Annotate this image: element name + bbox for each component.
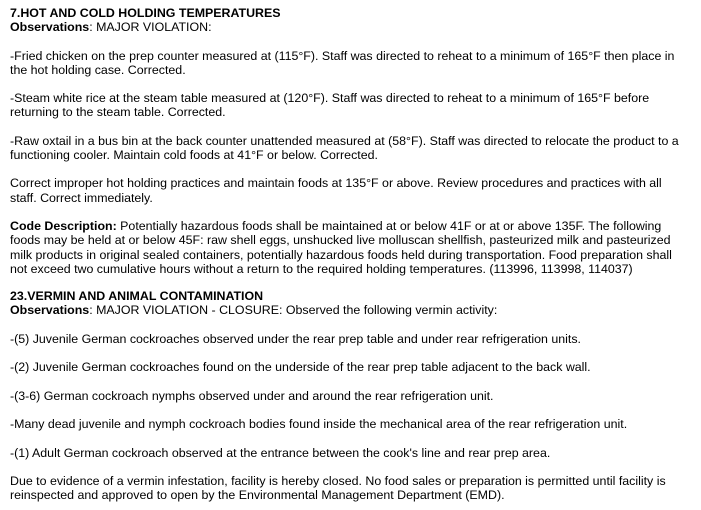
observations-label: Observations <box>10 20 90 35</box>
section-vermin <box>10 289 691 503</box>
closure-notice: Due to evidence of a vermin infestation, facility is hereby closed. No food sales or preparation is permitted until facility is reinspected and approved to open by the Environmental Management Department (EMD). <box>10 474 666 503</box>
observations-value: : MAJOR VIOLATION: <box>89 20 212 35</box>
observation-item: -Steam white rice at the steam table measured at (120°F). Staff was directed to reheat to a minimum of 165°F before returning to the steam table. Corrected. <box>10 91 650 120</box>
vermin-item: -(1) Adult German cockroach observed at the entrance between the cook's line and rear prep area. <box>10 445 551 460</box>
observation-item: -Raw oxtail in a bus bin at the back counter unattended measured at (58°F). Staff was directed to relocate the product to a functioning cooler. Maintain cold foods at 41°F or below. Corrected. <box>10 133 679 163</box>
vermin-item: -(2) Juvenile German cockroaches found on the underside of the rear prep table adjacent to the back wall. <box>10 360 591 375</box>
section-title: 23.VERMIN AND ANIMAL CONTAMINATION <box>10 289 264 304</box>
observation-item: -Fried chicken on the prep counter measured at (115°F). Staff was directed to reheat to a minimum of 165°F then place in the hot holding case. Corrected. <box>10 48 675 77</box>
vermin-item: -Many dead juvenile and nymph cockroach bodies found inside the mechanical area of the rear refrigeration unit. <box>10 417 628 432</box>
code-description-text: Potentially hazardous foods shall be maintained at or below 41F or at or above 135F. The following foods may be held at or below 45F: raw shell eggs, unshucked live molluscan shellfish, pasteurized milk and pasteurized milk products in original sealed containers, potentially hazardous foods held during transportation. Food preparation shall not exceed two cumulative hours without a return to the required holding temperatures. (113996, 113998, 114037) <box>10 218 672 276</box>
correction-text: Correct improper hot holding practices and maintain foods at 135°F or above. Review procedures and practices with all staff. Correct immediately. <box>10 176 662 205</box>
observations-line <box>10 303 691 317</box>
section-title: 7.HOT AND COLD HOLDING TEMPERATURES <box>10 6 281 20</box>
section-hot-cold-holding <box>10 6 691 276</box>
code-description-label: Code Description: <box>10 218 117 233</box>
observations-value: : MAJOR VIOLATION - CLOSURE: Observed the following vermin activity: <box>89 303 498 318</box>
vermin-item: -(5) Juvenile German cockroaches observed under the rear prep table and under rear refrigeration units. <box>10 331 581 346</box>
vermin-item: -(3-6) German cockroach nymphs observed under and around the rear refrigeration unit. <box>10 388 494 403</box>
code-description <box>10 219 691 276</box>
observations-line <box>10 20 691 34</box>
observations-label: Observations <box>10 303 90 318</box>
